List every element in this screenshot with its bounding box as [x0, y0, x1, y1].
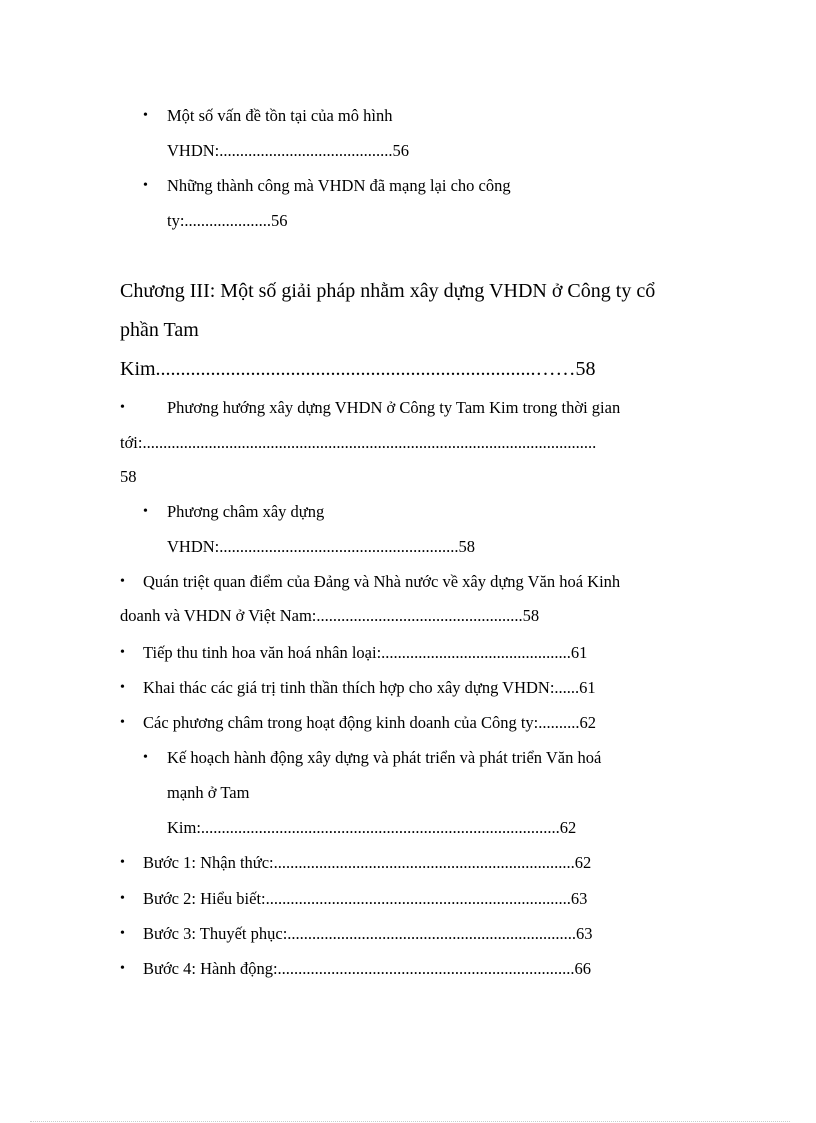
toc-entry-ton-tai: Một số vấn đề tồn tại của mô hình	[167, 106, 393, 125]
bullet-icon: •	[120, 891, 125, 906]
toc-entry-phuong-cham: Phương châm xây dựng	[167, 502, 325, 521]
toc-entry-ke-hoach: Kế hoạch hành động xây dựng và phát triển và phát triển Văn hoá	[167, 748, 602, 767]
toc-entry-phuong-huong-page: 58	[120, 467, 137, 486]
bullet-icon: •	[120, 645, 125, 660]
toc-entry-buoc-3: Bước 3: Thuyết phục:......................................................................63	[143, 924, 593, 943]
toc-entry-buoc-2: Bước 2: Hiểu biết:..........................................................................63	[143, 889, 588, 908]
toc-entry-khai-thac: Khai thác các giá trị tinh thần thích hợp cho xây dựng VHDN:......61	[143, 678, 596, 697]
toc-entry-ton-tai-page: VHDN:..........................................56	[167, 141, 409, 160]
toc-entry-phuong-huong-cont: tới:..............................................................................................................	[120, 433, 597, 452]
bullet-icon: •	[120, 680, 125, 695]
toc-entry-buoc-1: Bước 1: Nhận thức:.........................................................................62	[143, 853, 592, 872]
chapter-heading: Chương III: Một số giải pháp nhằm xây dựng VHDN ở Công ty cổ	[120, 280, 656, 302]
toc-entry-phuong-huong: Phương hướng xây dựng VHDN ở Công ty Tam Kim trong thời gian	[167, 398, 621, 417]
bullet-icon: •	[120, 926, 125, 941]
bullet-icon: •	[120, 961, 125, 976]
toc-entry-ke-hoach-cont: mạnh ở Tam	[167, 783, 250, 802]
bullet-icon: •	[143, 178, 148, 193]
page-bottom-divider	[30, 1121, 790, 1122]
bullet-icon: •	[120, 855, 125, 870]
bullet-icon: •	[143, 504, 148, 519]
toc-entry-quan-triet-page: doanh và VHDN ở Việt Nam:..................................................58	[120, 606, 540, 625]
bullet-icon: •	[120, 400, 125, 415]
toc-entry-tiep-thu: Tiếp thu tinh hoa văn hoá nhân loại:..............................................61	[143, 643, 588, 662]
bullet-icon: •	[120, 715, 125, 730]
bullet-icon: •	[143, 750, 148, 765]
bullet-icon: •	[120, 574, 125, 589]
chapter-heading-page: Kim............................................................................……58	[120, 358, 596, 380]
toc-entry-buoc-4: Bước 4: Hành động:........................................................................66	[143, 959, 592, 978]
toc-entry-phuong-cham-page: VHDN:..........................................................58	[167, 537, 475, 556]
toc-entry-cac-phuong-cham: Các phương châm trong hoạt động kinh doanh của Công ty:..........62	[143, 713, 597, 732]
bullet-icon: •	[143, 108, 148, 123]
toc-entry-thanh-cong: Những thành công mà VHDN đã mạng lại cho công	[167, 176, 511, 195]
toc-entry-quan-triet: Quán triệt quan điểm của Đảng và Nhà nước về xây dựng Văn hoá Kinh	[143, 572, 621, 591]
toc-entry-thanh-cong-page: ty:.....................56	[167, 211, 288, 230]
toc-entry-ke-hoach-page: Kim:.......................................................................................62	[167, 818, 577, 837]
chapter-heading-cont: phần Tam	[120, 319, 199, 341]
